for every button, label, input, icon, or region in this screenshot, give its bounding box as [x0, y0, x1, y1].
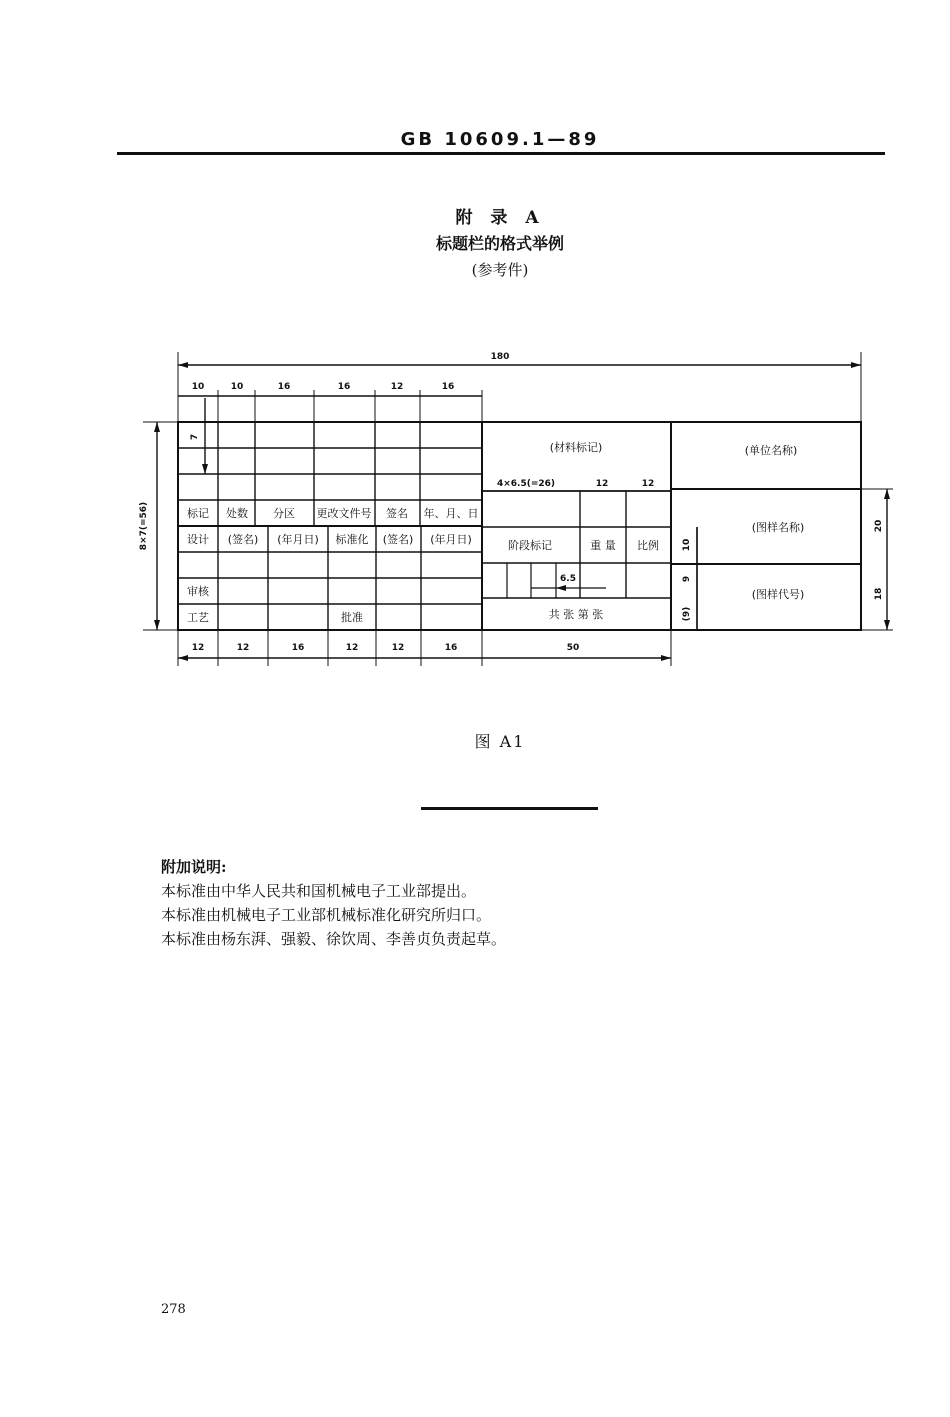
dim-bottom-4: 12 — [345, 643, 359, 653]
dim-bottom-right: 50 — [566, 643, 580, 653]
cell-process: 工艺 — [187, 611, 209, 624]
dim-bottom-3: 16 — [291, 643, 305, 653]
standard-number: GB 10609.1—89 — [400, 129, 600, 150]
dim-top-2: 10 — [230, 382, 244, 392]
dim-material-sub: 4×6.5(=26) — [496, 479, 556, 489]
notes-heading: 附加说明: — [161, 858, 227, 876]
notes-line-1: 本标准由中华人民共和国机械电子工业部提出。 — [161, 882, 477, 900]
cell-date-ymd-2: (年月日) — [430, 533, 472, 546]
dim-top-4: 16 — [337, 382, 351, 392]
cell-approve: 批准 — [341, 611, 363, 624]
end-rule — [421, 807, 598, 810]
annex-label: 附 录 A — [455, 208, 545, 228]
cell-scale: 比例 — [637, 539, 659, 552]
dim-top-6: 16 — [441, 382, 455, 392]
dim-right-18: 18 — [874, 587, 884, 601]
cell-weight: 重 量 — [590, 539, 616, 552]
dim-top-5: 12 — [390, 382, 404, 392]
annex-title: 标题栏的格式举例 — [435, 234, 564, 253]
cell-review: 审核 — [187, 585, 209, 598]
dim-bottom-1: 12 — [191, 643, 205, 653]
dim-bottom-6: 16 — [444, 643, 458, 653]
dim-top-3: 16 — [277, 382, 291, 392]
dim-stage-width: 6.5 — [560, 574, 576, 584]
cell-change-doc-no: 更改文件号 — [316, 507, 372, 520]
annex-note: (参考件) — [471, 261, 529, 279]
cell-signature-2: (签名) — [382, 533, 414, 546]
dim-mid-9: 9 — [682, 575, 692, 583]
cell-sheets: 共 张 第 张 — [548, 608, 604, 621]
cell-count: 处数 — [226, 507, 248, 520]
dim-mid-9-paren: (9) — [682, 606, 692, 622]
notes-line-2: 本标准由机械电子工业部机械标准化研究所归口。 — [161, 906, 492, 924]
dim-bottom-5: 12 — [391, 643, 405, 653]
cell-signature-hdr: 签名 — [386, 507, 408, 520]
dim-right-20: 20 — [874, 519, 884, 533]
dim-total: 180 — [490, 352, 510, 362]
cell-date-ymd: (年月日) — [277, 533, 319, 546]
dim-mid-10: 10 — [682, 538, 692, 552]
dim-bottom-2: 12 — [236, 643, 250, 653]
dim-left-total: 8×7(=56) — [139, 501, 149, 551]
page-number: 278 — [161, 1302, 186, 1317]
additional-notes — [161, 855, 506, 951]
cell-signature: (签名) — [227, 533, 259, 546]
dim-material-12b: 12 — [641, 479, 655, 489]
dim-top-1: 10 — [191, 382, 205, 392]
cell-drawing-name: (图样名称) — [751, 521, 805, 534]
cell-material-mark: (材料标记) — [549, 441, 603, 454]
cell-zone: 分区 — [273, 507, 295, 520]
dim-row-height: 7 — [190, 433, 200, 441]
cell-mark: 标记 — [187, 507, 209, 520]
cell-unit-name: (单位名称) — [744, 444, 798, 457]
figure-caption: 图 A1 — [474, 732, 526, 751]
cell-design: 设计 — [187, 533, 209, 546]
dim-material-12a: 12 — [595, 479, 609, 489]
cell-drawing-code: (图样代号) — [751, 588, 805, 601]
cell-date-hdr: 年、月、日 — [423, 507, 479, 520]
cell-stage-mark: 阶段标记 — [508, 539, 552, 552]
cell-standardization: 标准化 — [335, 533, 369, 546]
notes-line-3: 本标准由杨东湃、强毅、徐饮周、李善贞负责起草。 — [161, 930, 507, 948]
